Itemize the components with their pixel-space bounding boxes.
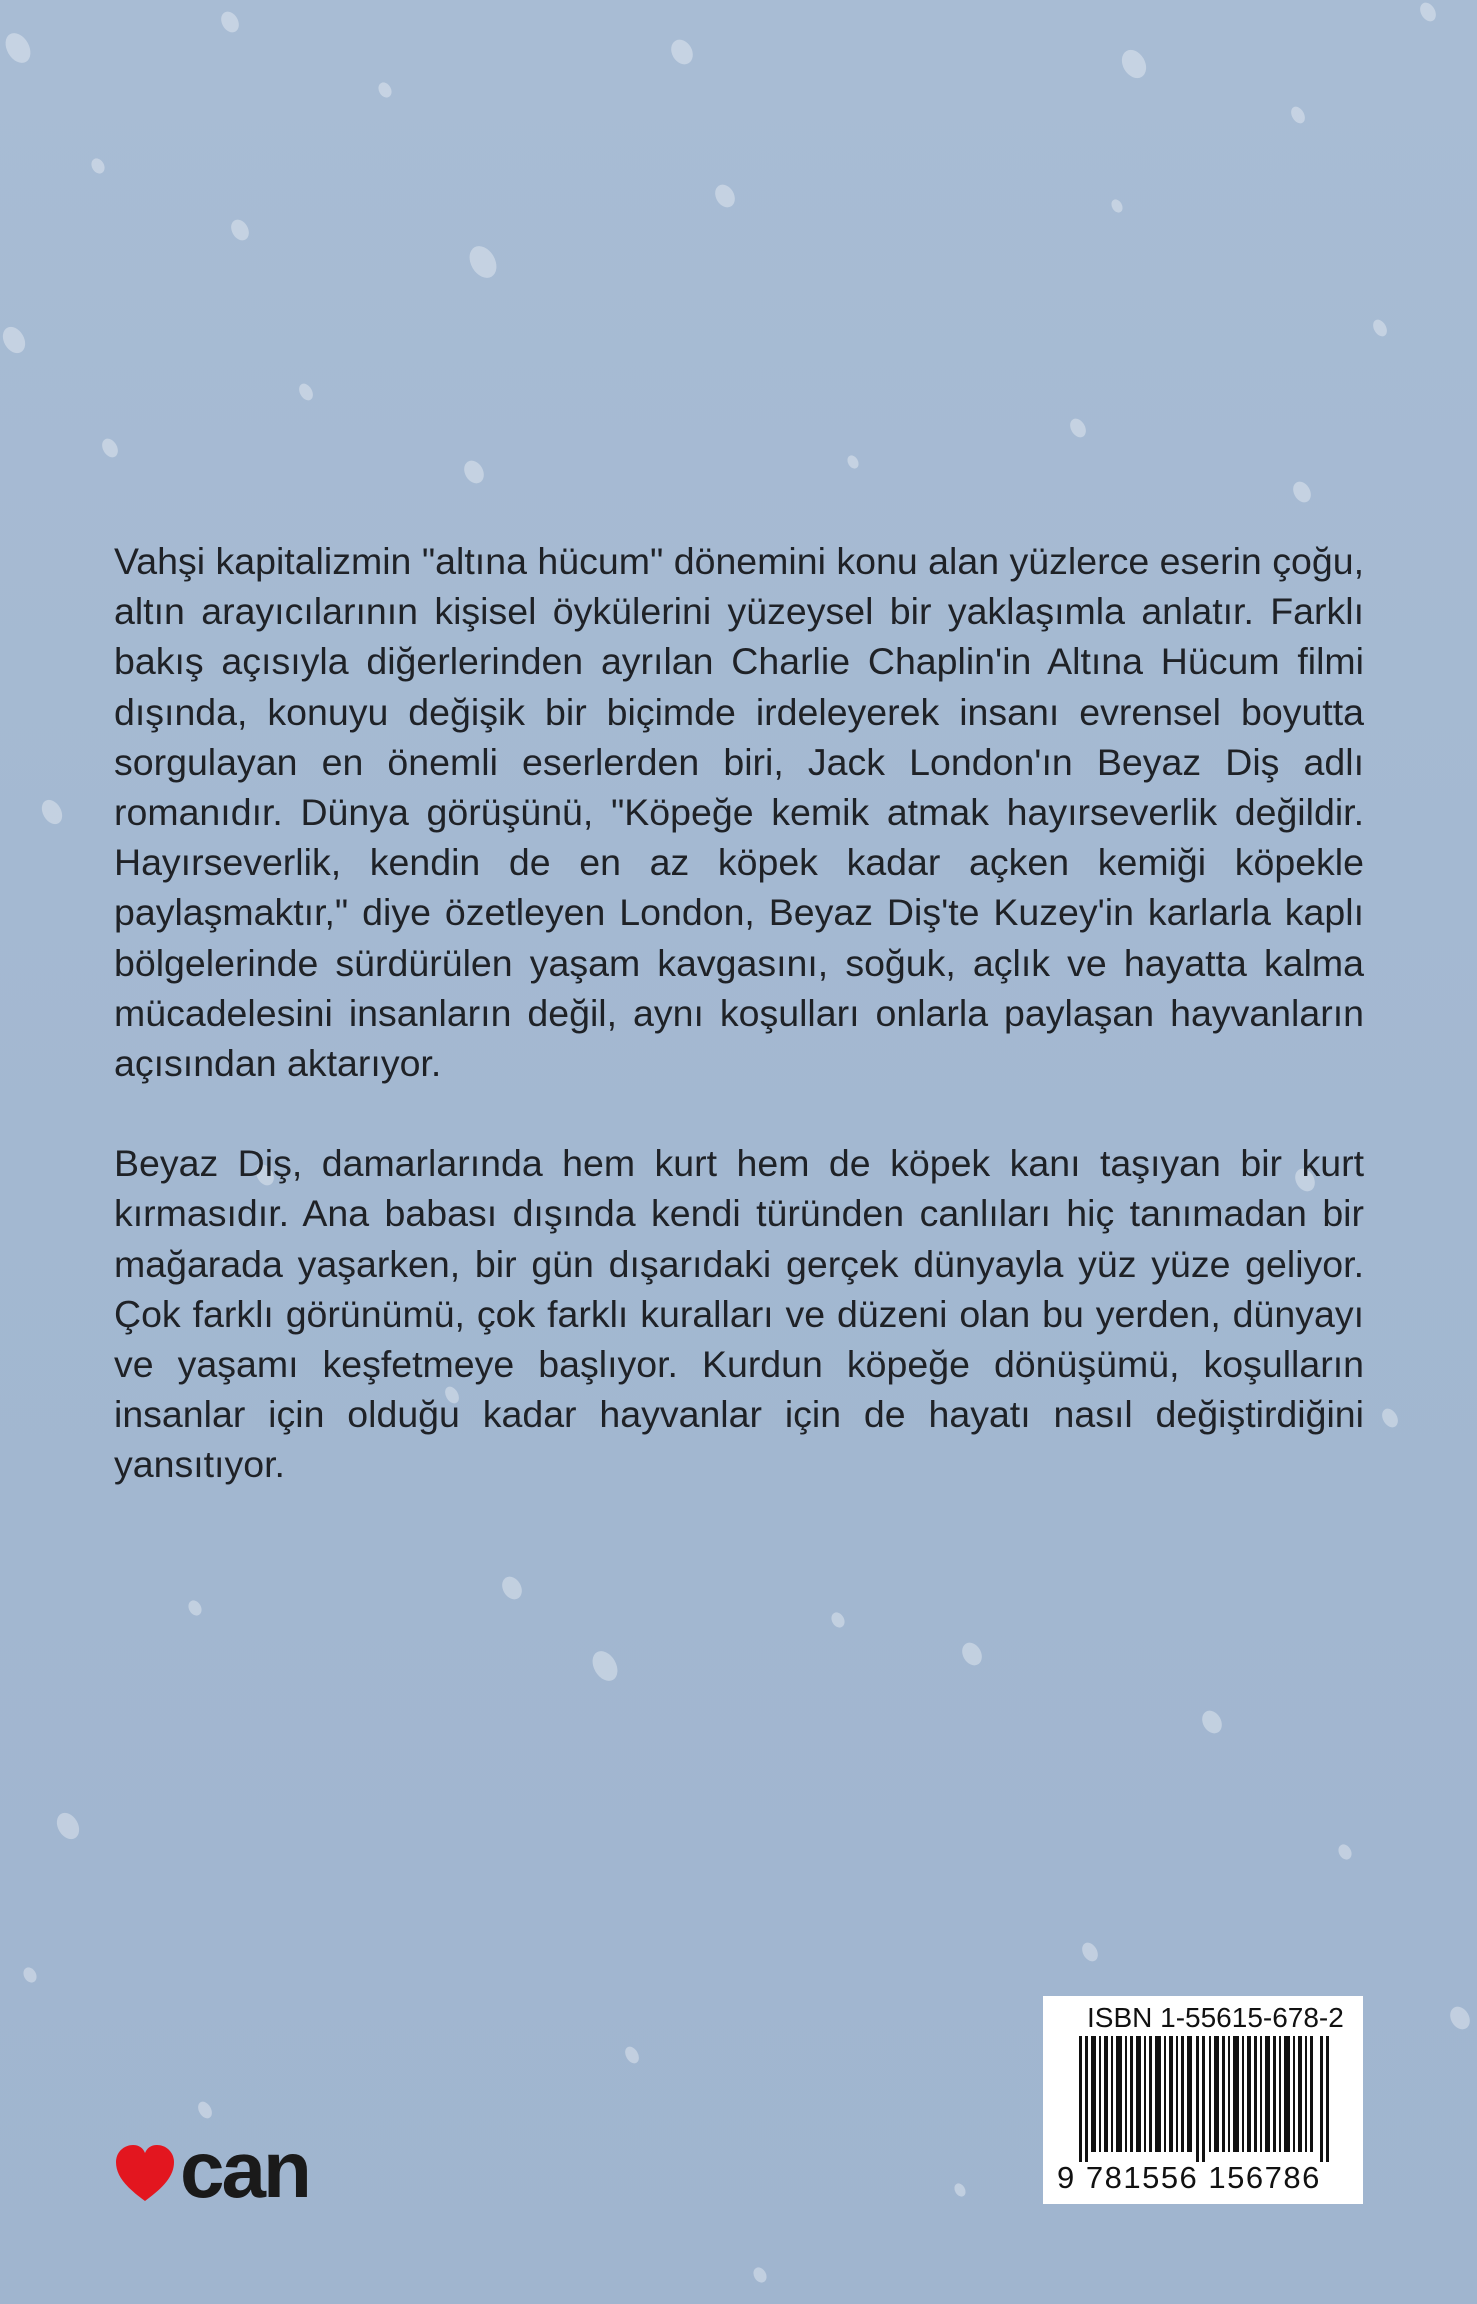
isbn-number: ISBN 1-55615-678-2 — [1087, 2002, 1344, 2033]
publisher-logo — [114, 2125, 354, 2214]
barcode — [1043, 1996, 1363, 2204]
barcode-bars — [1079, 2036, 1329, 2162]
blurb-paragraph: Vahşi kapitalizmin "altına hücum" dönemini konu alan yüzlerce eserin çoğu, altın arayıcılarının kişisel öykülerini yüzeysel bir yaklaşımla anlatır. Farklı bakış açısıyla diğerlerinden ayrılan Charlie Chaplin'in Altına Hücum filmi dışında, konuyu değişik bir biçimde irdeleyerek insanı evrensel boyutta sorgulayan en önemli eserlerden biri, Jack London'ın Beyaz Diş adlı romanıdır. Dünya görüşünü, "Köpeğe kemik atmak hayırseverlik değildir. Hayırseverlik, kendin de en az köpek kadar açken kemiği köpekle paylaşmaktır," diye özetleyen London, Beyaz Diş'te Kuzey'in karlarla kaplı bölgelerinde sürdürülen yaşam kavgasını, soğuk, açlık ve hayatta kalma mücadelesini insanların değil, aynı koşulları onlarla paylaşan hayvanların açısından aktarıyor. — [114, 540, 1364, 1085]
back-cover-blurb — [114, 536, 1364, 1490]
ean-digits: 9 781556 156786 — [1057, 2160, 1321, 2195]
heart-icon — [114, 2143, 176, 2205]
publisher-name: can — [180, 2125, 309, 2214]
blurb-paragraph: Beyaz Diş, damarlarında hem kurt hem de köpek kanı taşıyan bir kurt kırmasıdır. Ana babası dışında kendi türünden canlıları hiç tanımadan bir mağarada yaşarken, bir gün dışarıdaki gerçek dünyayla yüz yüze geliyor. Çok farklı görünümü, çok farklı kuralları ve düzeni olan bu yerden, dünyayı ve yaşamı keşfetmeye başlıyor. Kurdun köpeğe dönüşümü, koşulların insanlar için olduğu kadar hayvanlar için de hayatı nasıl değiştirdiğini yansıtıyor. — [114, 1142, 1364, 1486]
